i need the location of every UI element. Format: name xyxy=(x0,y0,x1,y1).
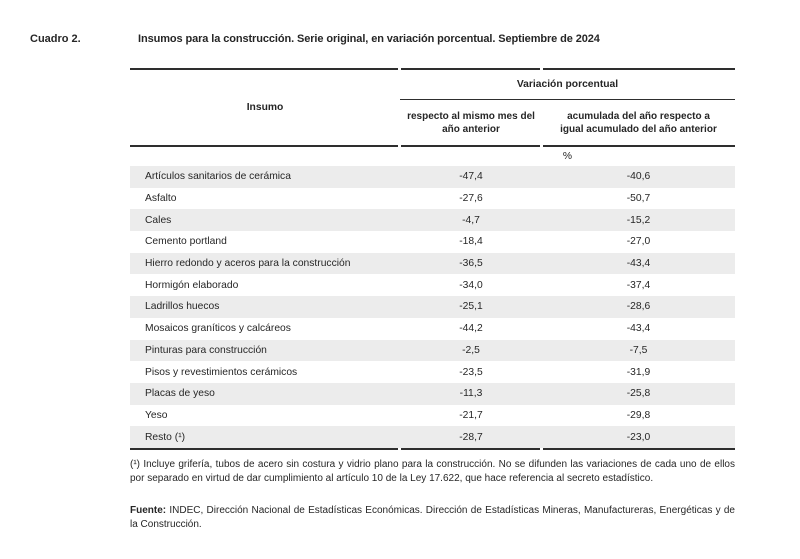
table-mid-rule xyxy=(130,145,735,147)
row-label: Asfalto xyxy=(145,193,177,205)
source-text: INDEC, Dirección Nacional de Estadísticas Económicas. Dirección de Estadísticas Mineras, Manufactureras, Energéticas y de la Construcción. xyxy=(130,505,735,530)
table-row xyxy=(130,166,735,188)
table-bottom-rule xyxy=(130,448,735,450)
row-value-monthly: -44,2 xyxy=(459,323,483,335)
unit-label: % xyxy=(562,151,573,162)
row-value-accumulated: -23,0 xyxy=(626,431,651,443)
table-row xyxy=(130,188,735,210)
source-label: Fuente: xyxy=(130,505,167,516)
row-label: Cemento portland xyxy=(145,236,227,248)
source-note xyxy=(130,504,735,532)
table-row xyxy=(130,426,735,448)
row-label: Ladrillos huecos xyxy=(145,301,220,313)
row-value-monthly: -21,7 xyxy=(459,409,483,421)
column-header-accumulated xyxy=(542,110,735,136)
row-value-monthly: -23,5 xyxy=(459,366,483,378)
row-value-accumulated: -37,4 xyxy=(626,279,651,291)
table-row xyxy=(130,405,735,427)
unit-row xyxy=(130,147,735,166)
row-value-monthly: -25,1 xyxy=(459,301,483,313)
row-value-accumulated: -50,7 xyxy=(626,193,651,205)
column-group-variacion xyxy=(400,70,735,145)
row-value-accumulated: -25,8 xyxy=(626,388,651,400)
row-value-monthly: -27,6 xyxy=(459,193,483,205)
table-row xyxy=(130,274,735,296)
column-header-monthly xyxy=(400,110,542,136)
row-label: Mosaicos graníticos y calcáreos xyxy=(145,323,291,335)
row-value-accumulated: -28,6 xyxy=(626,301,651,313)
table-row xyxy=(130,296,735,318)
table-row xyxy=(130,318,735,340)
row-value-accumulated: -43,4 xyxy=(626,258,651,270)
table-row xyxy=(130,209,735,231)
page-title: Insumos para la construcción. Serie original, en variación porcentual. Septiembre de 2024 xyxy=(138,33,600,45)
row-value-monthly: -2,5 xyxy=(462,344,480,356)
row-value-accumulated: -40,6 xyxy=(626,171,651,183)
row-value-monthly: -18,4 xyxy=(459,236,483,248)
table-row xyxy=(130,253,735,275)
group-header-label: Variación porcentual xyxy=(400,70,735,100)
data-table xyxy=(130,68,735,450)
table-row xyxy=(130,340,735,362)
table-row xyxy=(130,231,735,253)
row-value-monthly: -36,5 xyxy=(459,258,483,270)
row-label: Artículos sanitarios de cerámica xyxy=(145,171,291,183)
column-header-monthly-line2: año anterior xyxy=(442,123,500,135)
row-value-accumulated: -31,9 xyxy=(626,366,651,378)
row-label: Hormigón elaborado xyxy=(145,279,239,291)
table-body xyxy=(130,166,735,448)
table-header xyxy=(130,70,735,145)
row-label: Pisos y revestimientos cerámicos xyxy=(145,366,298,378)
footnote: (¹) Incluye grifería, tubos de acero sin costura y vidrio plano para la construcción. No se difunden las variaciones de cada uno de ellos por separado en virtud de dar cumplimiento al artículo 10 de la Ley 17.622, que hace referencia al secreto estadístico. xyxy=(130,459,735,484)
row-label: Pinturas para construcción xyxy=(145,344,267,356)
row-value-monthly: -34,0 xyxy=(459,279,483,291)
row-value-accumulated: -29,8 xyxy=(626,409,651,421)
row-value-accumulated: -43,4 xyxy=(626,323,651,335)
row-label: Resto (¹) xyxy=(145,431,186,443)
row-label: Cales xyxy=(145,214,172,226)
column-header-accumulated-line1: acumulada del año respecto a xyxy=(567,110,710,122)
row-value-accumulated: -27,0 xyxy=(626,236,651,248)
row-value-accumulated: -15,2 xyxy=(626,214,651,226)
row-value-monthly: -28,7 xyxy=(459,431,483,443)
column-header-monthly-line1: respecto al mismo mes del xyxy=(407,110,535,122)
row-value-monthly: -11,3 xyxy=(459,388,483,400)
row-value-monthly: -4,7 xyxy=(462,214,480,226)
table-number-label: Cuadro 2. xyxy=(30,33,81,45)
table-row xyxy=(130,361,735,383)
column-header-insumo: Insumo xyxy=(246,102,284,113)
row-label: Yeso xyxy=(145,409,168,421)
table-top-rule xyxy=(130,68,735,70)
table-row xyxy=(130,383,735,405)
row-label: Placas de yeso xyxy=(145,388,215,400)
row-value-accumulated: -7,5 xyxy=(629,344,648,356)
row-label: Hierro redondo y aceros para la construcción xyxy=(145,258,351,270)
column-header-accumulated-line2: igual acumulado del año anterior xyxy=(560,123,717,135)
row-value-monthly: -47,4 xyxy=(459,171,483,183)
